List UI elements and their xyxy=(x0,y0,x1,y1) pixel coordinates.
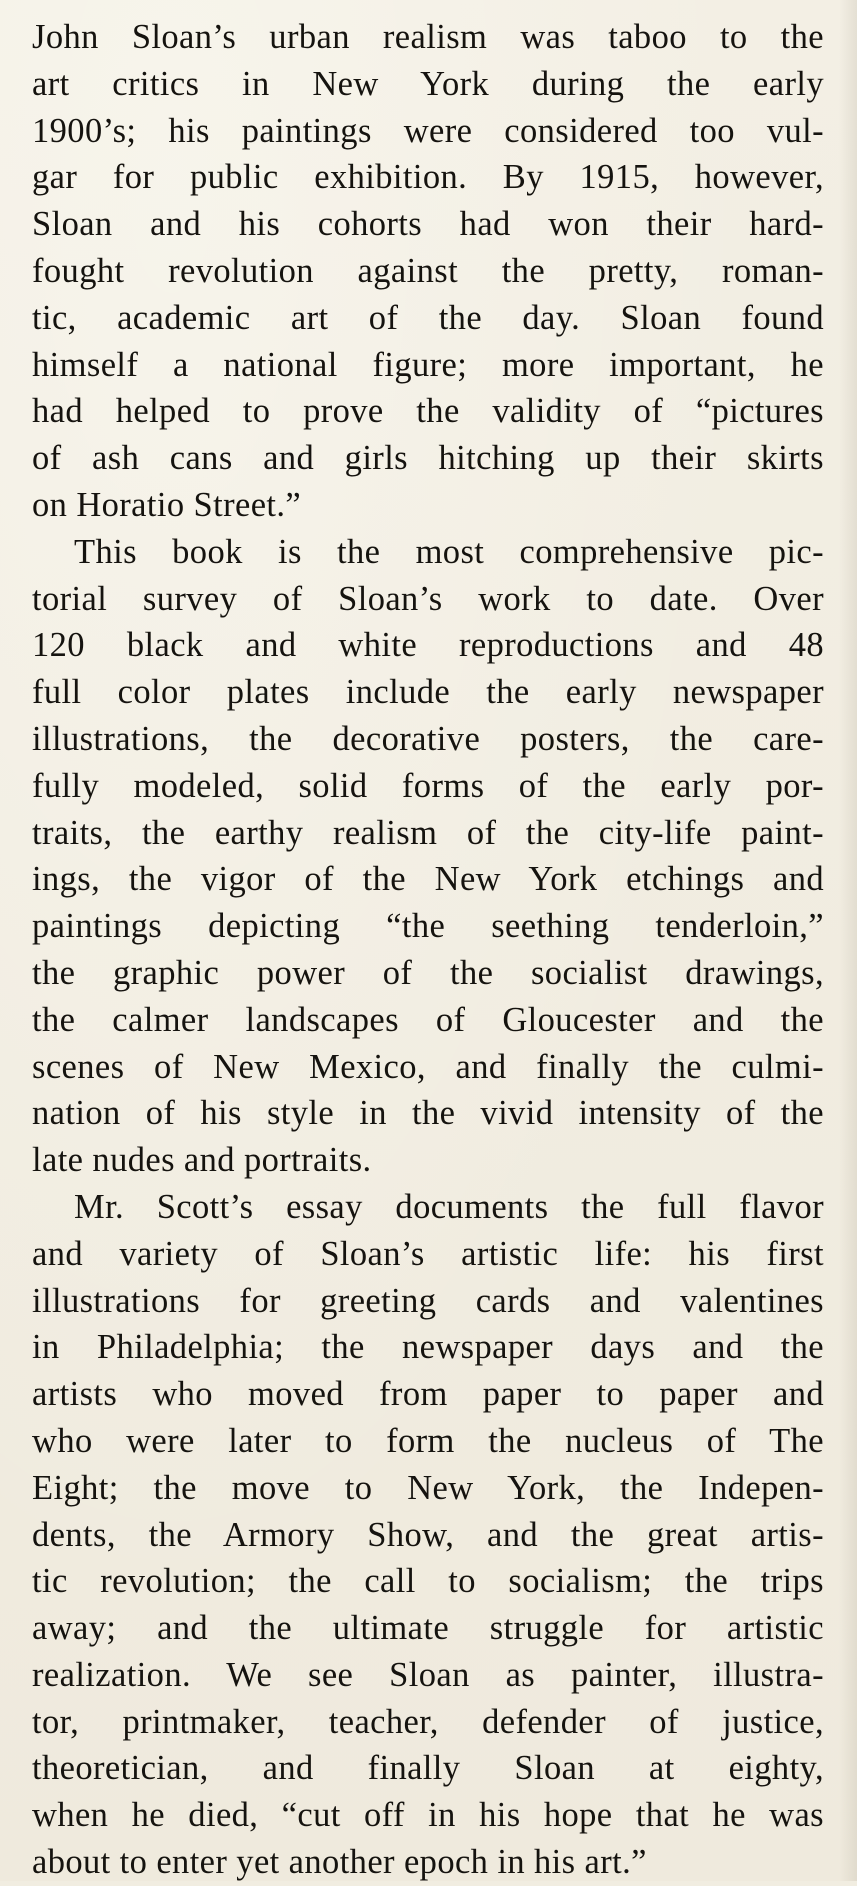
text-line: of ash cans and girls hitching up their skirts xyxy=(32,439,824,478)
paragraph-book-survey xyxy=(32,529,824,1184)
text-line: and variety of Sloan’s artistic life: his first xyxy=(32,1234,824,1273)
text-line: full color plates include the early newspaper xyxy=(32,673,824,712)
page-edge-shadow xyxy=(839,0,857,1881)
text-line: fought revolution against the pretty, roman- xyxy=(32,251,824,290)
text-line: late nudes and portraits. xyxy=(32,1141,372,1180)
text-line: realization. We see Sloan as painter, illustra- xyxy=(32,1655,824,1694)
text-line: the graphic power of the socialist drawings, xyxy=(32,953,824,992)
text-line: tic, academic art of the day. Sloan found xyxy=(32,298,824,337)
text-line: nation of his style in the vivid intensity of the xyxy=(32,1094,824,1133)
text-line: gar for public exhibition. By 1915, however, xyxy=(32,158,824,197)
text-line: on Horatio Street.” xyxy=(32,485,302,524)
jacket-description-text xyxy=(32,14,824,1886)
text-line: in Philadelphia; the newspaper days and the xyxy=(32,1328,824,1367)
text-line: the calmer landscapes of Gloucester and the xyxy=(32,1000,824,1039)
text-line: dents, the Armory Show, and the great artis- xyxy=(32,1515,824,1554)
text-line: paintings depicting “the seething tenderloin,” xyxy=(32,907,824,946)
paragraph-intro xyxy=(32,14,824,529)
text-line: when he died, “cut off in his hope that he was xyxy=(32,1796,824,1835)
text-line: artists who moved from paper to paper and xyxy=(32,1375,824,1414)
text-line: about to enter yet another epoch in his art.” xyxy=(32,1843,647,1882)
text-line: who were later to form the nucleus of The xyxy=(32,1421,824,1460)
text-line: Eight; the move to New York, the Indepen- xyxy=(32,1468,824,1507)
text-line: This book is the most comprehensive pic- xyxy=(74,532,824,571)
text-line: Mr. Scott’s essay documents the full flavor xyxy=(74,1187,824,1226)
text-line: Sloan and his cohorts had won their hard- xyxy=(32,205,824,244)
text-line: art critics in New York during the early xyxy=(32,64,824,103)
text-line: 1900’s; his paintings were considered too vul- xyxy=(32,111,824,150)
text-line: illustrations, the decorative posters, the care- xyxy=(32,719,824,758)
text-line: himself a national figure; more important, he xyxy=(32,345,824,384)
text-line: torial survey of Sloan’s work to date. Over xyxy=(32,579,824,618)
text-line: tor, printmaker, teacher, defender of justice, xyxy=(32,1702,824,1741)
text-line: had helped to prove the validity of “pictures xyxy=(32,392,824,431)
text-line: 120 black and white reproductions and 48 xyxy=(32,626,824,665)
text-line: illustrations for greeting cards and valentines xyxy=(32,1281,824,1320)
text-line: theoretician, and finally Sloan at eighty, xyxy=(32,1749,824,1788)
text-line: scenes of New Mexico, and finally the culmi- xyxy=(32,1047,824,1086)
text-line: John Sloan’s urban realism was taboo to the xyxy=(32,18,824,56)
text-line: traits, the earthy realism of the city-life paint- xyxy=(32,813,824,852)
text-line: fully modeled, solid forms of the early por- xyxy=(32,766,824,805)
text-line: tic revolution; the call to socialism; the trips xyxy=(32,1562,824,1601)
paragraph-essay xyxy=(32,1184,824,1886)
text-line: ings, the vigor of the New York etchings and xyxy=(32,860,824,899)
text-line: away; and the ultimate struggle for artistic xyxy=(32,1609,824,1648)
